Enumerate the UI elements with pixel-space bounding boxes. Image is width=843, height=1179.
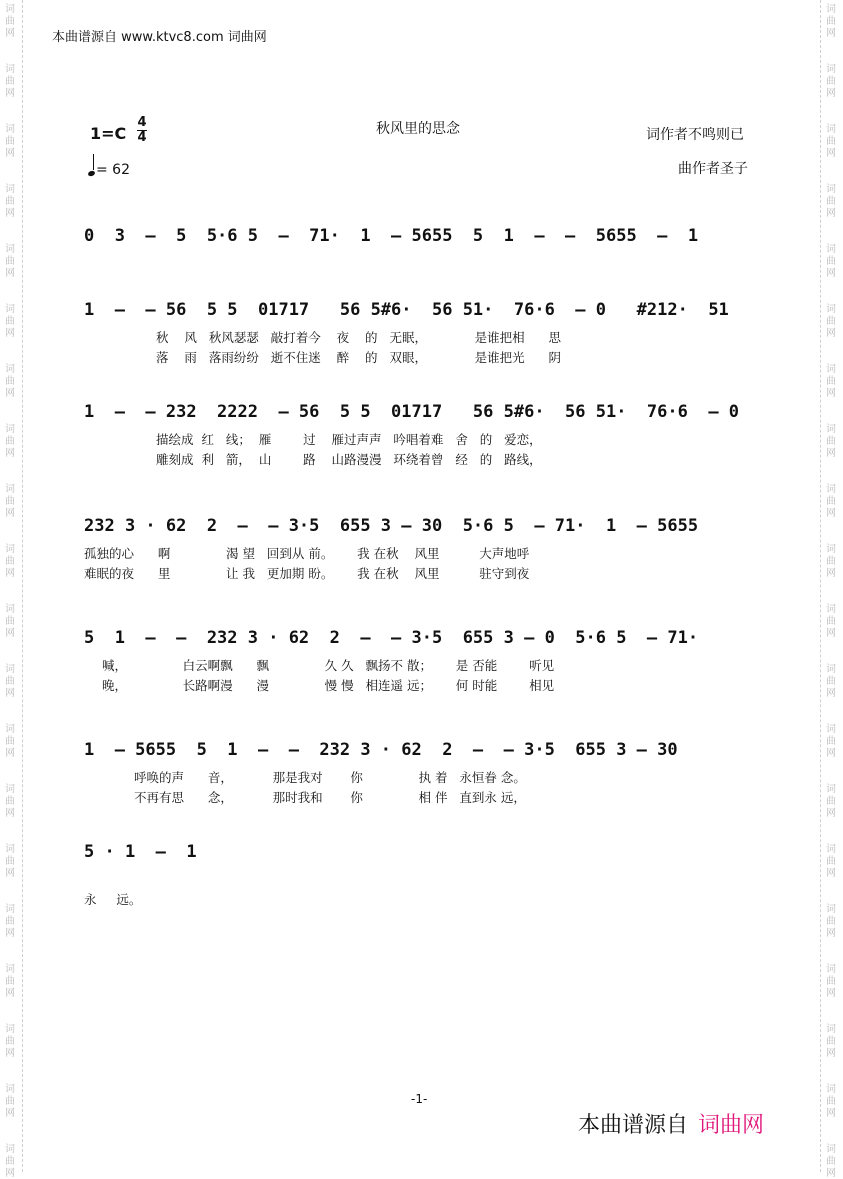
watermark-glyph: 网 [826,388,836,399]
left-margin-watermark [0,0,23,1179]
watermark-glyph: 网 [826,568,836,579]
watermark-glyph: 词 [826,304,836,315]
lyrics-verse-1: 呼唤的声 音， 那是我对 你 执 着 永恒眷 念。 [134,770,526,785]
watermark-glyph: 网 [826,928,836,939]
watermark-glyph: 网 [5,508,15,519]
watermark-glyph: 词 [5,4,15,15]
watermark-glyph: 词 [826,484,836,495]
watermark-glyph: 词 [5,724,15,735]
watermark-glyph: 曲 [5,496,15,507]
watermark-glyph: 网 [5,568,15,579]
watermark-glyph: 曲 [826,436,836,447]
watermark-glyph: 网 [5,28,15,39]
watermark-glyph: 词 [5,604,15,615]
notes: 5 · 1 – 1 [84,842,197,862]
watermark-glyph: 网 [826,988,836,999]
watermark-glyph: 曲 [826,1036,836,1047]
notes: 1 – 5655 5 1 – – 232 3 · 62 2 – – 3·5 655 3 – 30 [84,740,678,760]
watermark-glyph: 词 [826,4,836,15]
tempo-marking: = 62 [88,158,130,178]
watermark-glyph: 网 [5,388,15,399]
watermark-glyph: 词 [826,424,836,435]
notes: 0 3 – 5 5·6 5 – 71· 1 – 5655 5 1 – – 5655 – 1 [84,226,699,246]
watermark-glyph: 词 [5,184,15,195]
watermark-glyph: 网 [826,1168,836,1179]
watermark-glyph: 网 [5,928,15,939]
watermark-glyph: 曲 [826,796,836,807]
watermark-glyph: 网 [5,208,15,219]
watermark-glyph: 网 [5,628,15,639]
notes: 1 – – 56 5 5 01717 56 5#6· 56 51· 76·6 – 0 #212· 51 [84,300,729,320]
watermark-glyph: 曲 [826,616,836,627]
watermark-glyph: 词 [826,724,836,735]
watermark-glyph: 曲 [5,856,15,867]
footer-source [578,1108,764,1139]
quarter-note-icon [87,170,95,177]
watermark-glyph: 词 [5,904,15,915]
footer-prefix: 本曲谱源自 [578,1113,689,1138]
watermark-glyph: 曲 [5,1096,15,1107]
watermark-glyph: 网 [826,508,836,519]
watermark-glyph: 曲 [826,856,836,867]
watermark-glyph: 曲 [826,496,836,507]
watermark-glyph: 词 [5,664,15,675]
source-note: 本曲谱源自 www.ktvc8.com 词曲网 [52,30,267,45]
watermark-glyph: 词 [5,124,15,135]
watermark-glyph: 词 [5,244,15,255]
watermark-glyph: 网 [826,28,836,39]
watermark-glyph: 词 [5,64,15,75]
watermark-glyph: 词 [826,904,836,915]
watermark-glyph: 曲 [5,916,15,927]
watermark-glyph: 曲 [826,976,836,987]
lyrics-verse-1: 孤独的心 啊 渴 望 回到从 前。 我 在秋 风里 大声地呼 [84,546,530,561]
watermark-glyph: 曲 [5,436,15,447]
notes: 5 1 – – 232 3 · 62 2 – – 3·5 655 3 – 0 5·6 5 – 71· [84,628,699,648]
watermark-glyph: 曲 [5,976,15,987]
watermark-glyph: 词 [826,1024,836,1035]
watermark-glyph: 曲 [5,616,15,627]
right-margin-watermark [820,0,843,1179]
watermark-glyph: 词 [5,844,15,855]
watermark-glyph: 曲 [5,76,15,87]
key-signature: 1=C [90,124,127,143]
watermark-glyph: 网 [5,268,15,279]
watermark-glyph: 网 [5,808,15,819]
watermark-glyph: 词 [5,1084,15,1095]
watermark-glyph: 曲 [5,796,15,807]
watermark-glyph: 曲 [826,676,836,687]
watermark-glyph: 词 [826,244,836,255]
time-top: 4 [137,115,147,130]
watermark-glyph: 曲 [5,676,15,687]
watermark-glyph: 词 [826,964,836,975]
watermark-glyph: 词 [5,964,15,975]
watermark-glyph: 网 [5,448,15,459]
watermark-glyph: 曲 [826,916,836,927]
watermark-glyph: 网 [826,148,836,159]
watermark-glyph: 曲 [5,736,15,747]
watermark-glyph: 曲 [826,256,836,267]
watermark-glyph: 网 [826,1048,836,1059]
watermark-glyph: 网 [5,988,15,999]
time-bottom: 4 [137,130,147,145]
watermark-glyph: 网 [5,1108,15,1119]
composer-credit: 曲作者圣子 [678,161,748,177]
watermark-glyph: 词 [5,1144,15,1155]
watermark-glyph: 词 [5,424,15,435]
watermark-glyph: 网 [5,688,15,699]
lyrics-verse-2: 难眠的夜 里 让 我 更加期 盼。 我 在秋 风里 驻守到夜 [84,566,530,581]
watermark-glyph: 曲 [826,76,836,87]
notes: 232 3 · 62 2 – – 3·5 655 3 – 30 5·6 5 – 71· 1 – 5655 [84,516,699,536]
watermark-glyph: 词 [5,784,15,795]
lyrics-verse-1: 喊， 白云啊飘 飘 久 久 飘扬不 散； 是 否能 听见 [102,658,555,673]
watermark-glyph: 词 [826,604,836,615]
watermark-glyph: 词 [826,124,836,135]
watermark-glyph: 曲 [5,256,15,267]
watermark-glyph: 曲 [826,196,836,207]
watermark-glyph: 网 [826,688,836,699]
lyrics-verse-1: 永 远。 [84,892,142,907]
watermark-glyph: 曲 [5,196,15,207]
watermark-glyph: 词 [826,664,836,675]
watermark-glyph: 词 [826,784,836,795]
watermark-glyph: 曲 [5,136,15,147]
watermark-glyph: 词 [826,64,836,75]
lyrics-verse-2: 雕刻成 利 箭， 山 路 山路漫漫 环绕着曾 经 的 路线， [156,452,542,467]
watermark-glyph: 曲 [826,136,836,147]
watermark-glyph: 词 [5,304,15,315]
watermark-glyph: 曲 [826,316,836,327]
watermark-glyph: 词 [5,1024,15,1035]
footer-site: 词曲网 [698,1113,765,1138]
watermark-glyph: 网 [5,1168,15,1179]
watermark-glyph: 曲 [826,1156,836,1167]
watermark-glyph: 曲 [5,376,15,387]
watermark-glyph: 网 [5,88,15,99]
watermark-glyph: 曲 [5,1156,15,1167]
lyrics-verse-2: 落 雨 落雨纷纷 逝不住迷 醉 的 双眼， 是谁把光 阴 [156,350,561,365]
watermark-glyph: 曲 [5,316,15,327]
watermark-glyph: 网 [5,328,15,339]
watermark-glyph: 词 [826,184,836,195]
lyricist-credit: 词作者不鸣则已 [646,127,744,143]
watermark-glyph: 网 [5,868,15,879]
watermark-glyph: 曲 [826,1096,836,1107]
time-signature [137,116,147,145]
watermark-glyph: 网 [826,88,836,99]
notes: 1 – – 232 2222 – 56 5 5 01717 56 5#6· 56 51· 76·6 – 0 [84,402,740,422]
watermark-glyph: 词 [5,544,15,555]
page-number: -1- [411,1092,428,1106]
watermark-glyph: 网 [826,808,836,819]
lyrics-verse-2: 不再有思 念， 那时我和 你 相 伴 直到永 远， [134,790,526,805]
watermark-glyph: 词 [826,1144,836,1155]
watermark-glyph: 曲 [5,556,15,567]
lyrics-verse-1: 秋 风 秋风瑟瑟 敲打着今 夜 的 无眠， 是谁把相 思 [156,330,561,345]
watermark-glyph: 网 [826,628,836,639]
watermark-glyph: 网 [826,448,836,459]
watermark-glyph: 词 [826,544,836,555]
lyrics-verse-2: 晚， 长路啊漫 漫 慢 慢 相连遥 远； 何 时能 相见 [102,678,555,693]
watermark-glyph: 网 [826,748,836,759]
watermark-glyph: 网 [826,1108,836,1119]
watermark-glyph: 网 [826,268,836,279]
watermark-glyph: 词 [826,1084,836,1095]
lyrics-verse-1: 描绘成 红 线； 雁 过 雁过声声 吟唱着难 舍 的 爱恋， [156,432,542,447]
watermark-glyph: 词 [5,364,15,375]
watermark-glyph: 网 [5,148,15,159]
watermark-glyph: 词 [826,364,836,375]
watermark-glyph: 曲 [5,1036,15,1047]
watermark-glyph: 网 [826,328,836,339]
watermark-glyph: 网 [826,868,836,879]
watermark-glyph: 曲 [5,16,15,27]
watermark-glyph: 词 [5,484,15,495]
watermark-glyph: 曲 [826,16,836,27]
watermark-glyph: 曲 [826,736,836,747]
song-title: 秋风里的思念 [376,121,460,137]
watermark-glyph: 词 [826,844,836,855]
watermark-glyph: 曲 [826,556,836,567]
watermark-glyph: 网 [5,1048,15,1059]
watermark-glyph: 曲 [826,376,836,387]
watermark-glyph: 网 [5,748,15,759]
watermark-glyph: 网 [826,208,836,219]
